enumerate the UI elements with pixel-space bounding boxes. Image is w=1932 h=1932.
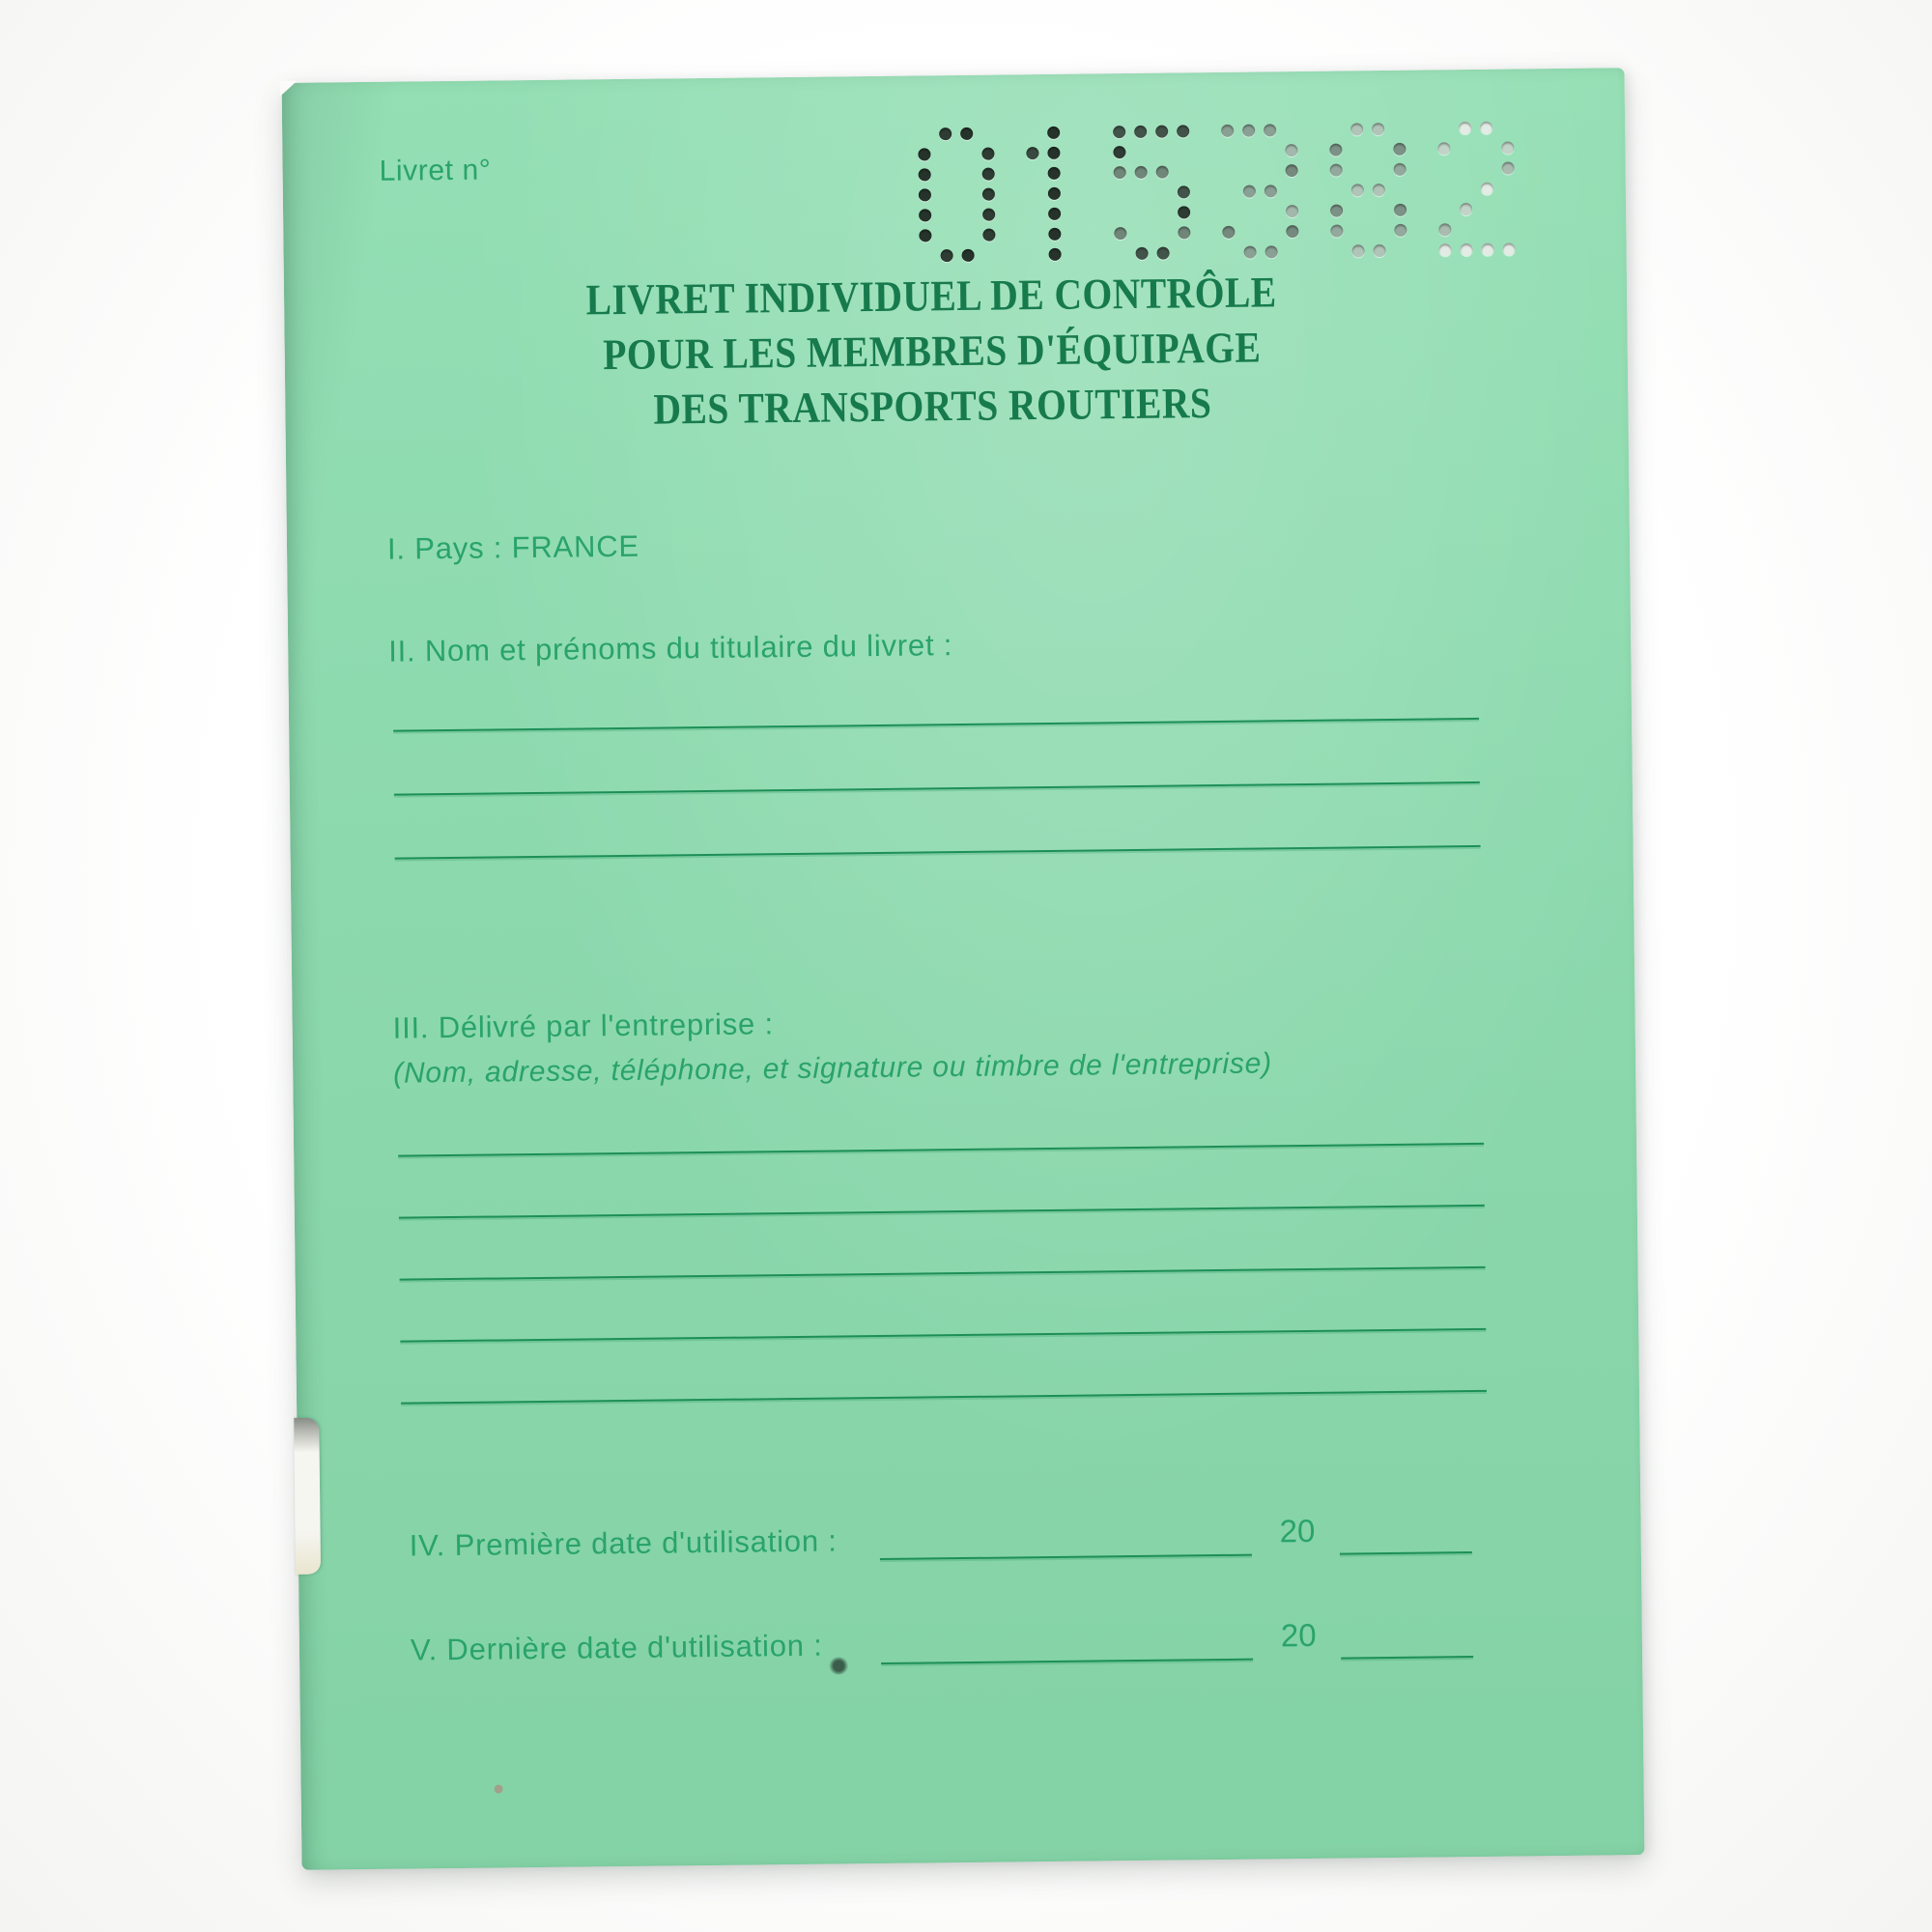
perforation-dot (1243, 185, 1256, 198)
perforation-dot (1460, 203, 1472, 215)
perforation-dot (1461, 243, 1473, 256)
perforation-dot (1285, 144, 1297, 156)
section-iv-label: IV. Première date d'utilisation : (409, 1523, 838, 1563)
section-v-year-blank (1341, 1656, 1473, 1660)
perforation-dot (1329, 143, 1342, 156)
perforation-dot (1242, 125, 1255, 137)
perforation-dot (1113, 126, 1125, 138)
perforation-dot (1330, 163, 1343, 176)
section-iv-first-use-row (298, 1511, 1641, 1584)
perforation-dot (918, 148, 930, 160)
ink-smudge (829, 1657, 848, 1674)
blank-line (398, 1143, 1484, 1157)
perforation-dot (1372, 123, 1384, 135)
perforation-dot (1178, 206, 1190, 218)
serial-digit (1329, 123, 1407, 258)
perforation-dot (1136, 247, 1149, 260)
perforation-dot (1048, 228, 1061, 241)
blank-line (395, 845, 1481, 860)
perforation-dot (941, 249, 953, 262)
title-line-3: DES TRANSPORTS ROUTIERS (653, 379, 1212, 434)
perforation-dot (919, 229, 931, 242)
perforation-dot (1048, 167, 1061, 180)
perforation-dot (982, 229, 995, 242)
section-iv-year-blank (1340, 1551, 1472, 1555)
perforation-dot (1374, 244, 1386, 257)
perforation-dot (919, 188, 931, 201)
perforation-dot (962, 249, 975, 262)
perforation-dot (1350, 123, 1363, 135)
perforation-dot (982, 168, 995, 181)
perforation-dot (981, 148, 994, 160)
perforation-dot (1177, 125, 1189, 137)
spine-white-notch (294, 1418, 321, 1575)
serial-digit (1026, 127, 1083, 262)
perforation-dot (1393, 143, 1406, 156)
section-v-year-prefix: 20 (1280, 1616, 1317, 1654)
perforation-dot (1373, 184, 1385, 196)
blank-line (394, 781, 1480, 796)
perforation-dot (1286, 164, 1298, 177)
blank-line (393, 718, 1479, 732)
perforation-dot (1113, 146, 1125, 158)
perforation-dot (982, 209, 995, 221)
perforation-dot (1049, 248, 1062, 261)
blank-line (401, 1390, 1487, 1405)
livret-number-label: Livret n° (379, 154, 492, 187)
serial-digit (1113, 125, 1191, 260)
perforation-dot (1265, 245, 1278, 258)
perforation-dot (919, 209, 931, 221)
perforation-dot (1501, 141, 1514, 154)
perforation-dot (1502, 161, 1515, 174)
perforation-dot (1155, 126, 1168, 138)
perforation-dot (1047, 127, 1060, 139)
perforation-dot (1394, 204, 1406, 216)
perforation-dot (919, 168, 931, 181)
paper-speck (495, 1784, 503, 1793)
perforation-dot (1439, 243, 1452, 256)
section-iii-entreprise-label: III. Délivré par l'entreprise : (392, 1007, 775, 1045)
perforation-dot (1352, 244, 1365, 257)
perforation-dot (1264, 185, 1277, 197)
perforation-dot (1330, 224, 1343, 237)
perforation-dot (939, 128, 952, 140)
perforation-dot (1480, 122, 1492, 134)
perforation-dot (1221, 125, 1234, 137)
perforation-dot (1394, 163, 1406, 176)
section-ii-blank-lines (393, 718, 1480, 860)
serial-digit (1437, 121, 1516, 256)
perforation-dot (1114, 227, 1126, 240)
perforation-dot (1026, 147, 1038, 159)
perforation-dot (1048, 208, 1061, 220)
corner-fold (280, 81, 298, 97)
serial-digit (1221, 124, 1299, 259)
section-v-label: V. Dernière date d'utilisation : (410, 1628, 823, 1667)
section-i-pays-label: I. Pays : FRANCE (386, 528, 640, 566)
section-v-date-blank (881, 1659, 1253, 1664)
perforation-dot (1330, 204, 1343, 216)
perforation-dot (1482, 243, 1494, 256)
perforation-dot (1394, 224, 1406, 237)
perforation-dot (1481, 183, 1493, 195)
section-ii-nom-label: II. Nom et prénoms du titulaire du livret : (388, 628, 953, 668)
perforation-dot (1156, 166, 1169, 179)
blank-line (400, 1266, 1486, 1281)
perforation-dot (1351, 184, 1364, 196)
perforation-dot (1114, 166, 1126, 179)
perforation-dot (1135, 166, 1148, 179)
blank-line (399, 1205, 1485, 1219)
perforation-dot (1178, 185, 1190, 198)
section-iv-date-blank (880, 1554, 1252, 1560)
perforation-dot (1178, 226, 1190, 239)
perforation-dot (1286, 205, 1298, 217)
booklet-title (284, 262, 1580, 441)
section-v-last-use-row (299, 1615, 1643, 1689)
perforation-dot (1264, 124, 1276, 136)
booklet-cover (282, 68, 1645, 1870)
serial-digit (918, 128, 996, 263)
section-iii-blank-lines (398, 1143, 1487, 1405)
perforated-serial-number (918, 121, 1516, 262)
perforation-dot (1048, 187, 1061, 200)
perforation-dot (1134, 126, 1147, 138)
blank-line (400, 1328, 1486, 1343)
perforation-dot (1438, 223, 1451, 236)
perforation-dot (1222, 226, 1235, 239)
perforation-dot (1244, 246, 1257, 259)
perforation-dot (1286, 225, 1298, 238)
perforation-dot (1157, 247, 1170, 260)
perforation-dot (1459, 122, 1471, 134)
title-line-1: LIVRET INDIVIDUEL DE CONTRÔLE (585, 268, 1277, 325)
perforation-dot (960, 128, 973, 140)
section-iii-entreprise-sublabel: (Nom, adresse, téléphone, et signature ou timbre de l'entreprise) (393, 1047, 1273, 1090)
perforation-dot (1503, 242, 1516, 255)
title-line-2: POUR LES MEMBRES D'ÉQUIPAGE (602, 323, 1262, 380)
section-iv-year-prefix: 20 (1279, 1512, 1316, 1549)
perforation-dot (1437, 142, 1450, 155)
perforation-dot (982, 188, 995, 201)
perforation-dot (1047, 147, 1060, 159)
